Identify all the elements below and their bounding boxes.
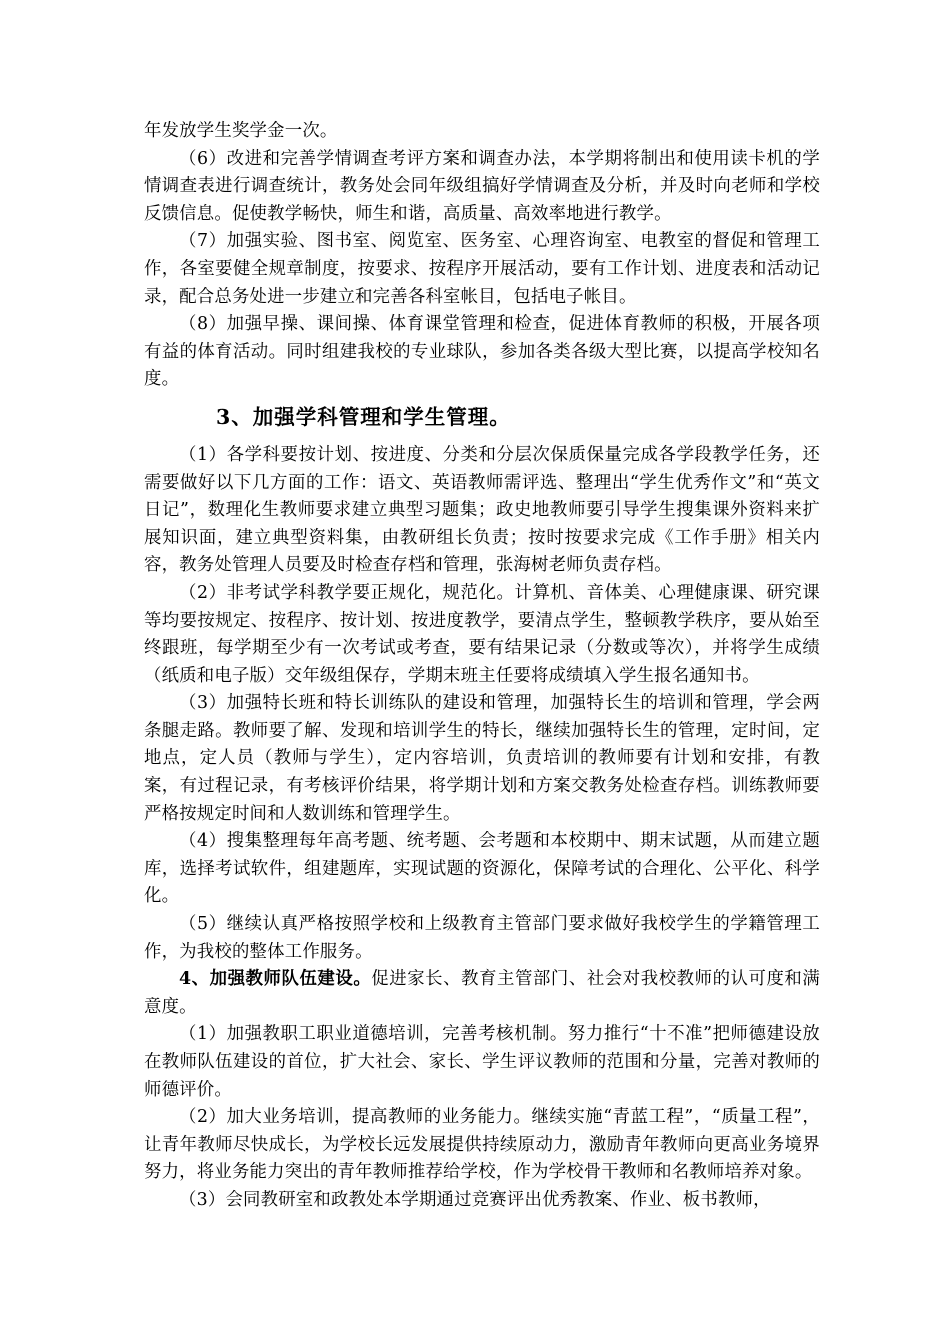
- paragraph-item-7: （7）加强实验、图书室、阅览室、医务室、心理咨询室、电教室的督促和管理工作，各室要健全规章制度，按要求、按程序开展活动，要有工作计划、进度表和活动记录，配合总务处进一步建立和完善各科室帐目，包括电子帐目。: [144, 231, 820, 307]
- section-4-item-3: （3）会同教研室和政教处本学期通过竞赛评出优秀教案、作业、板书教师，: [179, 1189, 771, 1210]
- section-4-lead: [144, 966, 820, 1021]
- section-3-item-2: （2）非考试学科教学要正规化，规范化。计算机、音体美、心理健康课、研究课等均要按规定、按程序、按计划、按进度教学，要清点学生，整顿教学秩序，要从始至终跟班，每学期至少有一次考试或考查，要有结果记录（分数或等次），并将学生成绩（纸质和电子版）交年级组保存，学期末班主任要将成绩填入学生报名通知书。: [144, 582, 820, 686]
- paragraph-item-8: （8）加强早操、课间操、体育课堂管理和检查，促进体育教师的积极，开展各项有益的体育活动。同时组建我校的专业球队，参加各类各级大型比赛，以提高学校知名度。: [144, 314, 820, 390]
- paragraph-continuation: 年发放学生奖学金一次。: [144, 121, 338, 141]
- section-4-item-1: （1）加强教职工职业道德培训，完善考核机制。努力推行“十不准”把师德建设放在教师队伍建设的首位，扩大社会、家长、学生评议教师的范围和分量，完善对教师的师德评价。: [144, 1024, 820, 1100]
- paragraph-item-6: （6）改进和完善学情调查考评方案和调查办法，本学期将制出和使用读卡机的学情调查表进行调查统计，教务处会同年级组搞好学情调查及分析，并及时向老师和学校反馈信息。促使教学畅快，师生和谐，高质量、高效率地进行教学。: [144, 148, 820, 224]
- section-3-item-1: （1）各学科要按计划、按进度、分类和分层次保质保量完成各学段教学任务，还需要做好以下几方面的工作：语文、英语教师需评选、整理出“学生优秀作文”和“英文日记”，数理化生教师要求建立典型习题集；政史地教师要引导学生搜集课外资料来扩展知识面，建立典型资料集，由教研组长负责；按时按要求完成《工作手册》相关内容，教务处管理人员要及时检查存档和管理，张海树老师负责存档。: [144, 444, 820, 576]
- document-page: [144, 118, 820, 1215]
- section-3-item-4: （4）搜集整理每年高考题、统考题、会考题和本校期中、期末试题，从而建立题库，选择考试软件，组建题库，实现试题的资源化，保障考试的合理化、公平化、科学化。: [144, 831, 820, 907]
- section-3-heading: 3、加强学科管理和学生管理。: [216, 404, 511, 429]
- section-4-heading: 4、加强教师队伍建设。: [179, 969, 372, 990]
- section-4-lead-text: 促进家长、教育主管部门、社会对我校教师的认可度和满意度。: [144, 969, 820, 1017]
- section-3-item-3: （3）加强特长班和特长训练队的建设和管理，加强特长生的培训和管理，学会两条腿走路。教师要了解、发现和培训学生的特长，继续加强特长生的管理，定时间，定地点，定人员（教师与学生），定内容培训，负责培训的教师要有计划和安排，有教案，有过程记录，有考核评价结果，将学期计划和方案交教务处检查存档。训练教师要严格按规定时间和人数训练和管理学生。: [144, 693, 820, 824]
- section-3-item-5: （5）继续认真严格按照学校和上级教育主管部门要求做好我校学生的学籍管理工作，为我校的整体工作服务。: [144, 914, 820, 962]
- section-4-item-2: （2）加大业务培训，提高教师的业务能力。继续实施“青蓝工程”，“质量工程”，让青年教师尽快成长，为学校长远发展提供持续原动力，激励青年教师向更高业务境界努力，将业务能力突出的青年教师推荐给学校，作为学校骨干教师和名教师培养对象。: [144, 1107, 820, 1183]
